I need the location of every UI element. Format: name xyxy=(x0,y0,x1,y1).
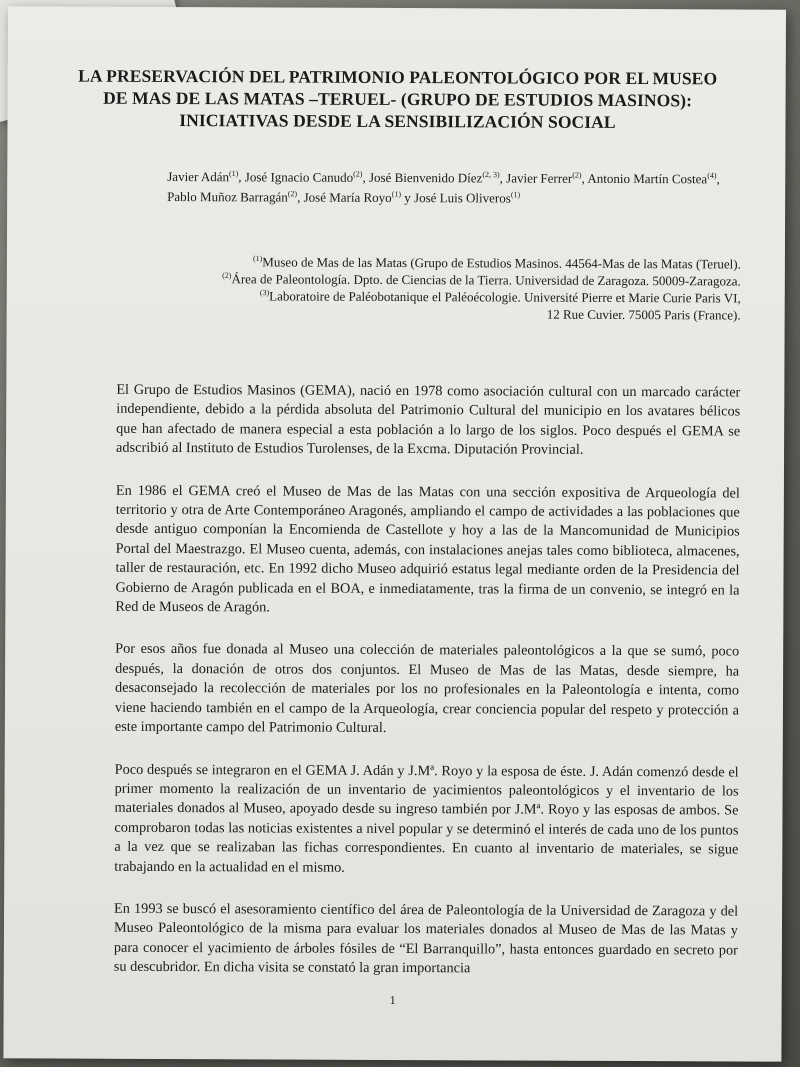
affiliation-line: 12 Rue Cuvier. 75005 Paris (France). xyxy=(546,306,741,323)
author: Antonio Martín Costea$^{(4)}$, xyxy=(587,170,720,187)
affiliation-list xyxy=(167,253,741,324)
paragraph: El Grupo de Estudios Masinos (GEMA), nació en 1978 como asociación cultural con un marcado carácter independiente, debido a la pérdida absoluta del Patrimonio Cultural del municipio en los avatares bélicos que han afectado de manera especial a esta población a lo largo de los siglos. Poco después el GEMA se adscribió al Instituto de Estudios Turolenses, de la Excma. Diputación Provincial. xyxy=(116,381,741,459)
author: Pablo Muñoz Barragán$^{(2)}$, xyxy=(167,188,304,205)
paragraph: En 1993 se buscó el asesoramiento científico del área de Paleontología de la Universidad de Zaragoza y del Museo Paleontológico de la misma para evaluar los materiales donados al Museo de Mas de las Matas y para conocer el yacimiento de árboles fósiles de “El Barranquillo”, hasta entonces guardado en secreto por su descubridor. En dicha visita se constató la gran importancia xyxy=(113,900,739,977)
paragraph: En 1986 el GEMA creó el Museo de Mas de las Matas con una sección expositiva de Arqueología del territorio y otra de Arte Contemporáneo Aragonés, ampliando el campo de actividades a las poblaciones que desde antiguo componían la Encomienda de Castellote y hoy a las de la Mancomunidad de Municipios Portal del Maestrazgo. El Museo cuenta, además, con instalaciones anejas tales como biblioteca, almacenes, taller de restauración, etc. En 1992 dicho Museo adquirió estatus legal mediante orden de la Presidencia del Gobierno de Aragón publicada en el BOA, e inmediatamente, tras la firma de un convenio, se integró en la Red de Museos de Aragón. xyxy=(115,482,740,616)
affiliation-line: $^{(2)}$Área de Paleontología. Dpto. de Ciencias de la Tierra. Universidad de Zaragoza. 50009-Zaragoza. xyxy=(222,270,741,289)
author: José María Royo$^{(1)}$ y xyxy=(303,189,415,206)
author: Javier Ferrer$^{(2)}$, xyxy=(506,170,588,186)
author: José Ignacio Canudo$^{(2)}$, xyxy=(244,169,369,185)
paragraph: Por esos años fue donada al Museo una colección de materiales paleontológicos a la que se sumó, poco después, la donación de otros dos conjuntos. El Museo de Mas de las Matas, desde siempre, ha desaconsejado la recolección de materiales por los no profesionales en la Paleontología e intenta, como viene haciendo también en el campo de la Arqueología, crear conciencia popular del respeto y protección a este importante campo del Patrimonio Cultural. xyxy=(114,641,740,737)
affiliation-line: $^{(1)}$Museo de Mas de las Matas (Grupo de Estudios Masinos. 44564-Mas de las Matas (Teruel). xyxy=(252,254,741,272)
document-page xyxy=(3,6,786,1061)
paper-title: LA PRESERVACIÓN DEL PATRIMONIO PALEONTOLÓGICO POR EL MUSEO DE MAS DE LAS MATAS –TERUEL- (GRUPO DE ESTUDIOS MASINOS): INICIATIVAS DESDE LA SENSIBILIZACIÓN SOCIAL xyxy=(78,65,718,132)
author: Javier Adán$^{(1)}$, xyxy=(167,168,245,185)
paragraph: Poco después se integraron en el GEMA J. Adán y J.Mª. Royo y la esposa de éste. J. Adán comenzó desde el primer momento la realización de un inventario de yacimientos paleontológicos y el inventario de los materiales donados al Museo, apoyado desde su ingreso también por J.Mª. Royo y las esposas de ambos. Se comprobaron todas las noticias existentes a nivel popular y se determinó el interés de cada uno de los puntos a la vez que se realizaban las fichas correspondientes. En cuanto al inventario de materiales, se sigue trabajando en la actualidad en el mismo. xyxy=(114,761,739,876)
author-list xyxy=(167,167,757,210)
body-text xyxy=(114,381,741,1003)
affiliation-line: $^{(3)}$Laboratoire de Paléobotanique el Paléoécologie. Université Pierre et Marie Curie Paris VI, xyxy=(259,288,741,306)
page-number: 1 xyxy=(389,992,396,1008)
author: José Bienvenido Díez$^{(2, 3)}$, xyxy=(368,169,507,186)
author: José Luis Oliveros$^{(1)}$ xyxy=(413,190,521,206)
